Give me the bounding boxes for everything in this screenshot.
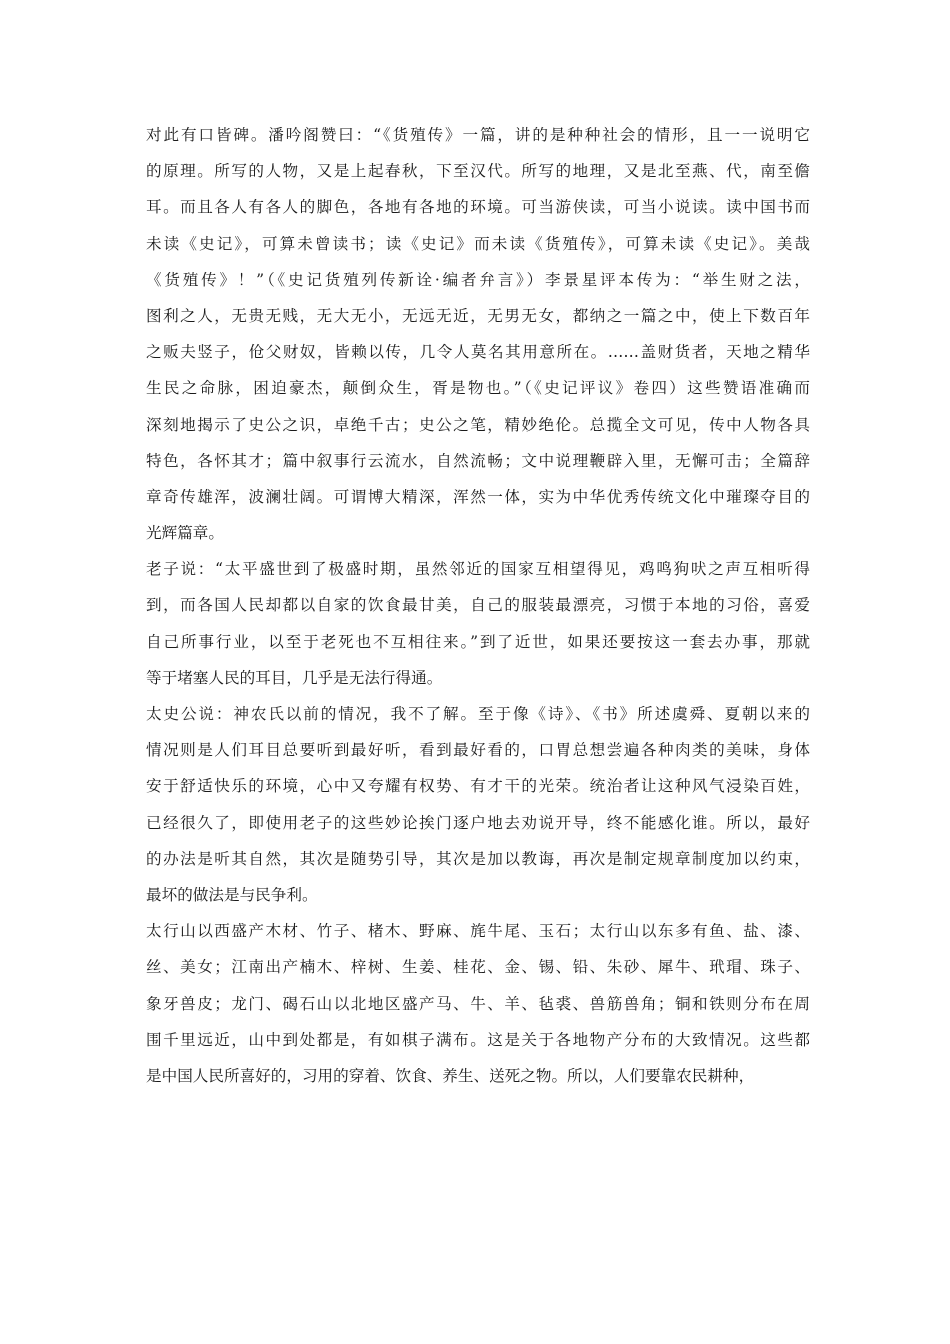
text-line: 深刻地揭示了史公之识，卓绝千古；史公之笔，精妙绝伦。总揽全文可见，传中人物各具 <box>146 415 810 434</box>
paragraph <box>146 551 810 696</box>
paragraph <box>146 117 810 551</box>
text-line: 光辉篇章。 <box>146 524 224 543</box>
paragraph <box>146 913 810 1094</box>
text-line: 特色，各怀其才；篇中叙事行云流水，自然流畅；文中说理鞭辟入里，无懈可击；全篇辞 <box>146 451 810 470</box>
text-line: 等于堵塞人民的耳目，几乎是无法行得通。 <box>146 668 443 687</box>
text-line: 丝、美女；江南出产楠木、梓树、生姜、桂花、金、锡、铅、朱砂、犀牛、玳瑁、珠子、 <box>146 958 810 977</box>
document-page <box>146 117 810 1094</box>
text-line: 到，而各国人民却都以自家的饮食最甘美，自己的服装最漂亮，习惯于本地的习俗，喜爱 <box>146 596 810 615</box>
text-line: 《货殖传》！”（《史记货殖列传新诠·编者弁言》）李景星评本传为：“举生财之法， <box>146 270 810 289</box>
text-line: 自己所事行业，以至于老死也不互相往来。”到了近世，如果还要按这一套去办事，那就 <box>146 632 810 651</box>
text-line: 老子说：“太平盛世到了极盛时期，虽然邻近的国家互相望得见，鸡鸣狗吠之声互相听得 <box>146 560 810 579</box>
text-line: 之贩夫竖子，伧父财奴，皆赖以传，几令人莫名其用意所在。……盖财货者，天地之精华 <box>146 343 810 362</box>
text-line: 章奇传雄浑，波澜壮阔。可谓博大精深，浑然一体，实为中华优秀传统文化中璀璨夺目的 <box>146 487 810 506</box>
text-line: 对此有口皆碑。潘吟阁赞曰：“《货殖传》一篇，讲的是种种社会的情形，且一一说明它 <box>146 126 810 144</box>
paragraph <box>146 696 810 913</box>
text-line: 安于舒适快乐的环境，心中又夸耀有权势、有才干的光荣。统治者让这种风气浸染百姓， <box>146 777 810 796</box>
text-line: 图利之人，无贵无贱，无大无小，无远无近，无男无女，都纳之一篇之中，使上下数百年 <box>146 306 810 325</box>
text-line: 是中国人民所喜好的，习用的穿着、饮食、养生、送死之物。所以，人们要靠农民耕种， <box>146 1066 755 1085</box>
text-line: 情况则是人们耳目总要听到最好听，看到最好看的，口胃总想尝遍各种肉类的美味，身体 <box>146 741 810 760</box>
text-line: 象牙兽皮；龙门、碣石山以北地区盛产马、牛、羊、毡裘、兽筋兽角；铜和铁则分布在周 <box>146 994 810 1013</box>
text-line: 已经很久了，即使用老子的这些妙论挨门逐户地去劝说开导，终不能感化谁。所以，最好 <box>146 813 810 832</box>
text-line: 的办法是听其自然，其次是随势引导，其次是加以教诲，再次是制定规章制度加以约束， <box>146 849 810 868</box>
text-line: 最坏的做法是与民争利。 <box>146 885 318 904</box>
text-line: 的原理。所写的人物，又是上起春秋，下至汉代。所写的地理，又是北至燕、代，南至儋 <box>146 162 810 181</box>
text-line: 太史公说：神农氏以前的情况，我不了解。至于像《诗》、《书》所述虞舜、夏朝以来的 <box>146 705 810 723</box>
text-line: 未读《史记》，可算未曾读书；读《史记》而未读《货殖传》，可算未读《史记》。美哉 <box>146 234 810 253</box>
text-line: 耳。而且各人有各人的脚色，各地有各地的环境。可当游侠读，可当小说读。读中国书而 <box>146 198 810 217</box>
text-line: 生民之命脉，困迫豪杰，颠倒众生，胥是物也。”（《史记评议》卷四）这些赞语准确而 <box>146 379 810 398</box>
text-line: 太行山以西盛产木材、竹子、楮木、野麻、旄牛尾、玉石；太行山以东多有鱼、盐、漆、 <box>146 922 810 941</box>
text-line: 围千里远近，山中到处都是，有如棋子满布。这是关于各地物产分布的大致情况。这些都 <box>146 1030 810 1049</box>
